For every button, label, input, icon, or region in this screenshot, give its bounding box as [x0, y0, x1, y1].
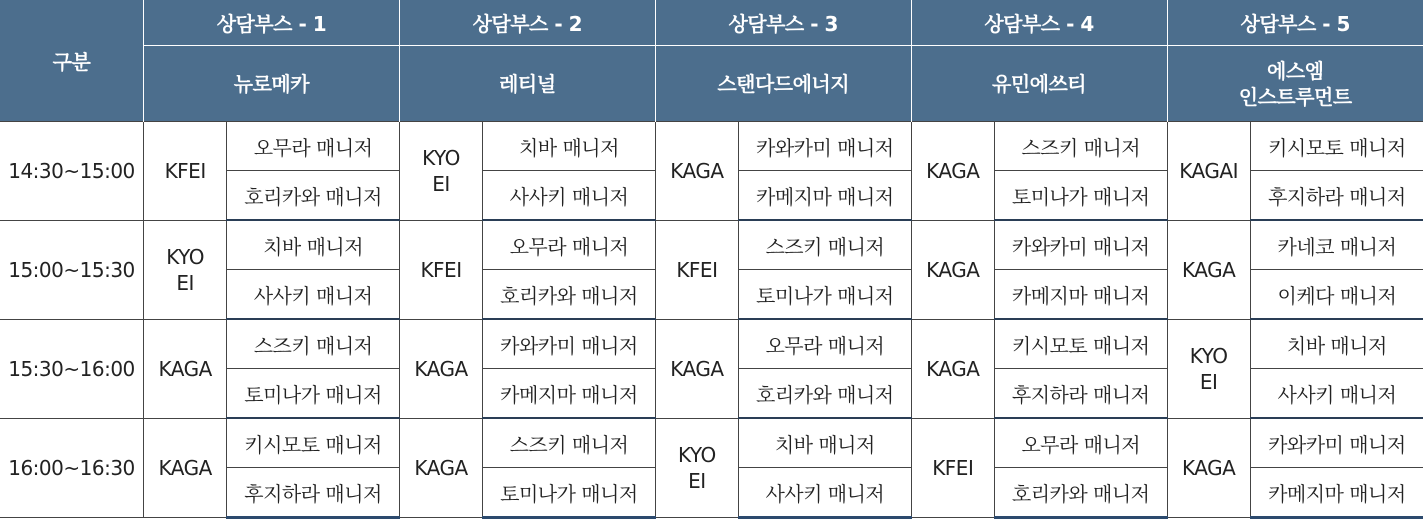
manager-cell: 카메지마 매니저 [994, 270, 1167, 320]
header-booth-4-company: 유민에쓰티 [911, 46, 1167, 122]
manager-cell: 오무라 매니저 [994, 418, 1167, 468]
manager-cell: 토미나가 매니저 [483, 468, 656, 518]
company-line-1: KYO [166, 244, 205, 269]
company-line-2: EI [432, 171, 450, 196]
company-line-2: EI [176, 270, 194, 295]
manager-cell: 사사키 매니저 [483, 171, 656, 221]
header-booth-2-label: 상담부스 - 2 [399, 0, 655, 46]
company-line-1: KYO [422, 145, 460, 170]
company-cell: KAGA [144, 319, 227, 418]
manager-cell: 스즈키 매니저 [227, 319, 400, 369]
manager-cell: 오무라 매니저 [227, 122, 400, 171]
company-cell: KFEI [911, 418, 994, 518]
company-cell [399, 122, 482, 221]
company-line-1: KYO [1189, 343, 1228, 368]
manager-cell: 후지하라 매니저 [1250, 171, 1423, 221]
manager-cell: 후지하라 매니저 [227, 468, 400, 518]
header-booth-4-label: 상담부스 - 4 [911, 0, 1167, 46]
company-cell: KFEI [399, 220, 482, 319]
manager-cell: 이케다 매니저 [1250, 270, 1423, 320]
company-cell: KAGA [399, 319, 482, 418]
table-row [0, 122, 1423, 171]
manager-cell: 오무라 매니저 [483, 220, 656, 270]
header-booth-1-label: 상담부스 - 1 [144, 0, 400, 46]
company-cell [1167, 319, 1250, 418]
company-cell: KAGA [1167, 220, 1250, 319]
manager-cell: 키시모토 매니저 [227, 418, 400, 468]
table-header [0, 0, 1423, 122]
manager-cell: 사사키 매니저 [1250, 369, 1423, 419]
manager-cell: 카메지마 매니저 [483, 369, 656, 419]
header-row-companies [0, 46, 1423, 122]
manager-cell: 치바 매니저 [227, 220, 400, 270]
header-booth-5-company [1167, 46, 1423, 122]
manager-cell: 오무라 매니저 [739, 319, 912, 369]
manager-cell: 후지하라 매니저 [994, 369, 1167, 419]
company-cell: KFEI [144, 122, 227, 221]
manager-cell: 카와카미 매니저 [739, 122, 912, 171]
manager-cell: 카와카미 매니저 [994, 220, 1167, 270]
time-slot-cell: 14:30~15:00 [0, 122, 144, 221]
manager-cell: 토미나가 매니저 [227, 369, 400, 419]
company-cell: KAGA [911, 122, 994, 221]
company-cell: KAGA [144, 418, 227, 518]
header-booth-2-company: 레티널 [399, 46, 655, 122]
manager-cell: 치바 매니저 [1250, 319, 1423, 369]
manager-cell: 키시모토 매니저 [1250, 122, 1423, 171]
company-cell: KFEI [655, 220, 738, 319]
manager-cell: 카네코 매니저 [1250, 220, 1423, 270]
table-row [0, 220, 1423, 270]
manager-cell: 치바 매니저 [483, 122, 656, 171]
header-booth-5-company-line2: 인스트루먼트 [1238, 84, 1352, 109]
company-cell: KAGA [655, 319, 738, 418]
table-row [0, 418, 1423, 468]
company-line-2: EI [688, 468, 706, 493]
manager-cell: 스즈키 매니저 [483, 418, 656, 468]
manager-cell: 호리카와 매니저 [994, 468, 1167, 518]
header-booth-3-company: 스탠다드에너지 [655, 46, 911, 122]
manager-cell: 치바 매니저 [739, 418, 912, 468]
company-cell [144, 220, 227, 319]
header-gubun: 구분 [0, 0, 144, 122]
company-cell: KAGA [655, 122, 738, 221]
header-booth-3-label: 상담부스 - 3 [655, 0, 911, 46]
header-booth-1-company: 뉴로메카 [144, 46, 400, 122]
manager-cell: 스즈키 매니저 [994, 122, 1167, 171]
time-slot-cell: 15:30~16:00 [0, 319, 144, 418]
manager-cell: 사사키 매니저 [227, 270, 400, 320]
header-row-booths [0, 0, 1423, 46]
time-slot-cell: 15:00~15:30 [0, 220, 144, 319]
manager-cell: 호리카와 매니저 [483, 270, 656, 320]
manager-cell: 사사키 매니저 [739, 468, 912, 518]
manager-cell: 호리카와 매니저 [739, 369, 912, 419]
manager-cell: 토미나가 매니저 [994, 171, 1167, 221]
time-slot-cell: 16:00~16:30 [0, 418, 144, 518]
manager-cell: 카와카미 매니저 [483, 319, 656, 369]
table-body [0, 122, 1423, 518]
company-cell [655, 418, 738, 518]
company-cell: KAGA [1167, 418, 1250, 518]
company-cell: KAGA [911, 220, 994, 319]
company-cell: KAGA [399, 418, 482, 518]
table-row [0, 319, 1423, 369]
manager-cell: 카메지마 매니저 [1250, 468, 1423, 518]
header-booth-5-label: 상담부스 - 5 [1167, 0, 1423, 46]
manager-cell: 토미나가 매니저 [739, 270, 912, 320]
company-line-1: KYO [678, 442, 716, 467]
manager-cell: 카메지마 매니저 [739, 171, 912, 221]
manager-cell: 카와카미 매니저 [1250, 418, 1423, 468]
company-cell: KAGAI [1167, 122, 1250, 221]
manager-cell: 스즈키 매니저 [739, 220, 912, 270]
manager-cell: 키시모토 매니저 [994, 319, 1167, 369]
company-line-2: EI [1199, 369, 1218, 394]
manager-cell: 호리카와 매니저 [227, 171, 400, 221]
company-cell: KAGA [911, 319, 994, 418]
header-booth-5-company-line1: 에스엠 [1267, 58, 1324, 83]
